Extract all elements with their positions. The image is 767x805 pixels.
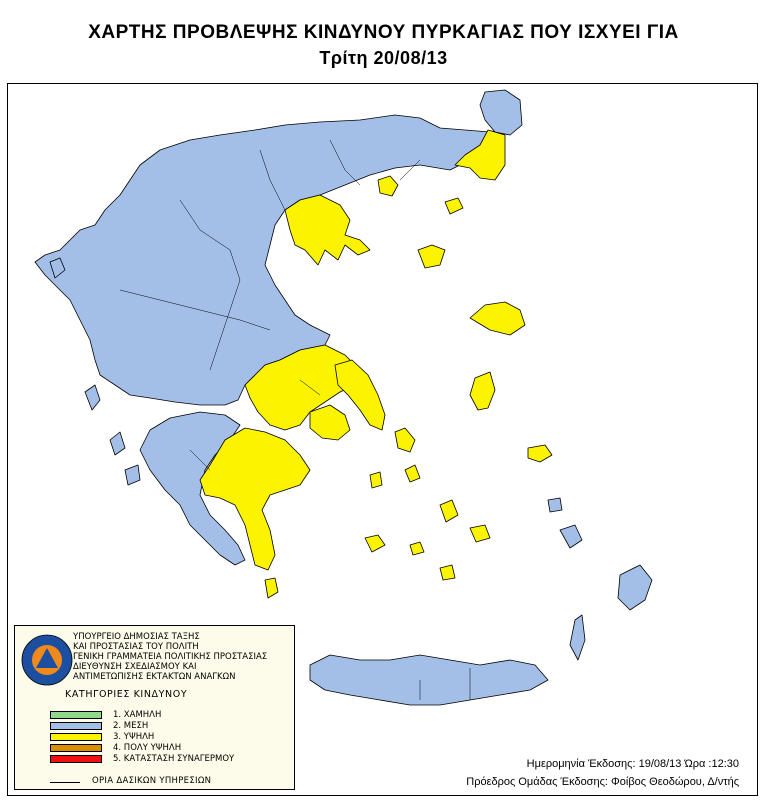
civil-protection-emblem-icon: [20, 633, 74, 687]
region-kythira: [265, 578, 278, 598]
region-dodecanese-north: [528, 445, 552, 462]
region-cyclades: [365, 428, 490, 580]
region-attica: [310, 405, 350, 440]
category-label: 1. ΧΑΜΗΛΗ: [113, 710, 162, 720]
region-thasos: [378, 176, 398, 196]
org-line: ΚΑΙ ΠΡΟΣΤΑΣΙΑΣ ΤΟΥ ΠΟΛΙΤΗ: [73, 642, 199, 652]
category-label: 2. ΜΕΣΗ: [113, 721, 149, 731]
issue-date-line: Ημερομηνία Έκδοσης: 19/08/13 Ώρα :12:30: [526, 758, 739, 770]
org-line: ΥΠΟΥΡΓΕΙΟ ΔΗΜΟΣΙΑΣ ΤΑΞΗΣ: [73, 632, 200, 642]
region-chios: [470, 372, 495, 410]
categories-title: ΚΑΤΗΓΟΡΙΕΣ ΚΙΝΔΥΝΟΥ: [65, 689, 188, 700]
boundary-label: ΟΡΙΑ ΔΑΣΙΚΩΝ ΥΠΗΡΕΣΙΩΝ: [92, 776, 212, 786]
region-chalkidiki: [285, 195, 370, 265]
region-east-aegean-islands: [548, 498, 582, 548]
swatch-alarm: [50, 755, 102, 763]
org-line: ΓΕΝΙΚΗ ΓΡΑΜΜΑΤΕΙΑ ΠΟΛΙΤΙΚΗΣ ΠΡΟΣΤΑΣΙΑΣ: [73, 652, 268, 662]
swatch-medium: [50, 722, 102, 730]
swatch-very-high: [50, 744, 102, 752]
region-lesvos: [470, 302, 525, 335]
legend-panel: [14, 625, 295, 790]
region-northeast-thrace: [480, 90, 522, 135]
region-karpathos: [570, 615, 585, 660]
region-rhodes: [618, 565, 652, 610]
org-line: ΔΙΕΥΘΥΝΣΗ ΣΧΕΔΙΑΣΜΟΥ ΚΑΙ: [73, 662, 197, 672]
org-line: ΑΝΤΙΜΕΤΩΠΙΣΗΣ ΕΚΤΑΚΤΩΝ ΑΝΑΓΚΩΝ: [73, 672, 236, 682]
swatch-low: [50, 711, 102, 719]
boundary-line-sample: [50, 782, 80, 783]
region-samothraki: [445, 198, 463, 214]
category-label: 4. ΠΟΛΥ ΥΨΗΛΗ: [113, 743, 182, 753]
region-crete: [310, 655, 548, 705]
region-lemnos: [418, 245, 445, 268]
category-label: 3. ΥΨΗΛΗ: [113, 732, 155, 742]
issuer-line: Πρόεδρος Ομάδας Έκδοσης: Φοίβος Θεοδώρου, Δ/ντής: [466, 776, 739, 788]
category-label: 5. ΚΑΤΑΣΤΑΣΗ ΣΥΝΑΓΕΡΜΟΥ: [113, 754, 235, 764]
map-title: ΧΑΡΤΗΣ ΠΡΟΒΛΕΨΗΣ ΚΙΝΔΥΝΟΥ ΠΥΡΚΑΓΙΑΣ ΠΟΥ ΙΣΧΥΕΙ ΓΙΑ: [88, 22, 679, 43]
map-date: Τρίτη 20/08/13: [319, 48, 448, 68]
swatch-high: [50, 733, 102, 741]
